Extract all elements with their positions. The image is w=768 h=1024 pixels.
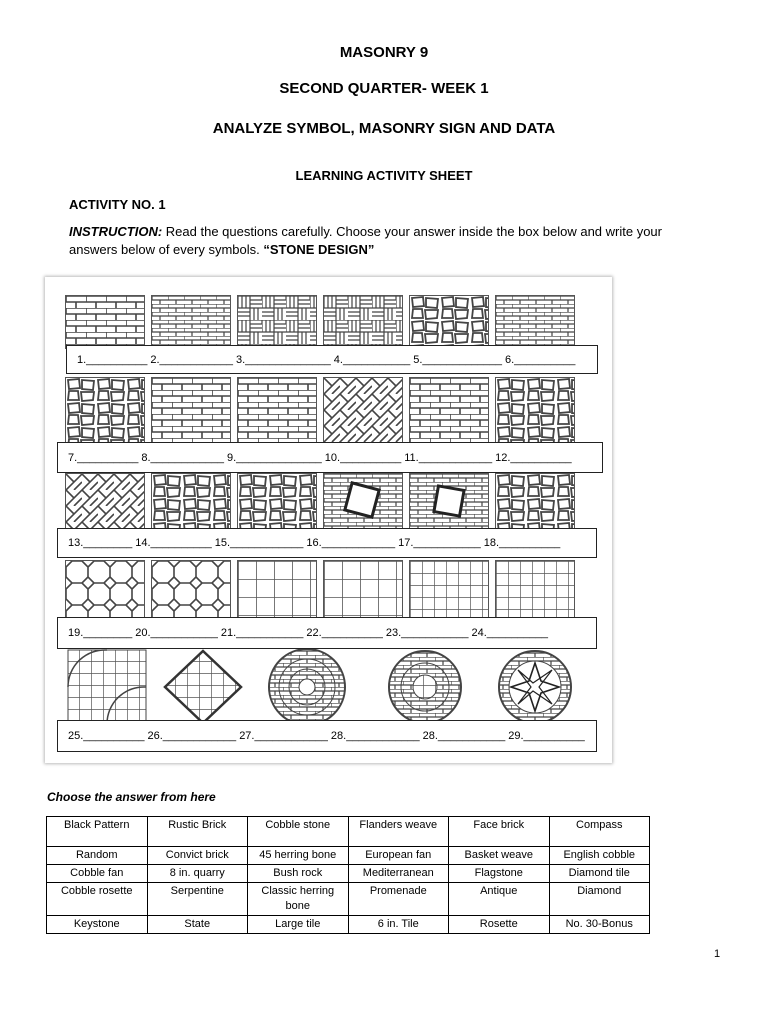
pattern-tile-12: [495, 377, 575, 445]
answer-blank[interactable]: 3.______________: [235, 353, 331, 366]
table-cell: Flagstone: [449, 865, 550, 883]
pattern-tile-8: [151, 377, 231, 445]
pattern-tile-13: [65, 473, 145, 535]
pattern-tile-3: [237, 295, 317, 349]
answer-blank[interactable]: 9.______________: [226, 451, 322, 464]
table-row: [47, 916, 650, 934]
pattern-tile-26: [163, 649, 243, 730]
answer-blank[interactable]: 5._____________: [413, 353, 502, 366]
table-cell: Large tile: [248, 916, 349, 934]
answer-blank[interactable]: 28.___________: [422, 730, 506, 742]
answer-row-4: [57, 617, 597, 649]
answer-blank[interactable]: 8.____________: [141, 451, 224, 464]
table-cell: Face brick: [449, 817, 550, 847]
answer-blank[interactable]: 6.__________: [504, 353, 576, 366]
pattern-tile-16: [323, 473, 403, 535]
table-row: [47, 865, 650, 883]
table-cell: Rosette: [449, 916, 550, 934]
answer-row-2: [57, 442, 603, 473]
table-cell: Black Pattern: [47, 817, 148, 847]
pattern-tile-5: [409, 295, 489, 349]
answer-blank[interactable]: 29.__________: [508, 730, 585, 742]
pattern-tile-17: [409, 473, 489, 535]
table-row: [47, 883, 650, 916]
answer-blank[interactable]: 27.____________: [239, 730, 328, 742]
table-cell: Serpentine: [147, 883, 248, 916]
instruction-label: INSTRUCTION:: [69, 224, 163, 239]
table-row: [47, 817, 650, 847]
pattern-tile-20: [151, 560, 231, 618]
table-cell: Flanders weave: [348, 817, 449, 847]
table-cell: Classic herring bone: [248, 883, 349, 916]
pattern-tile-10: [323, 377, 403, 445]
pattern-tile-4: [323, 295, 403, 349]
table-cell: 8 in. quarry: [147, 865, 248, 883]
instruction-text: Read the questions carefully. Choose your answer inside the box below and write your answers below of every symbols.: [69, 224, 662, 257]
table-row: [47, 847, 650, 865]
table-cell: Cobble rosette: [47, 883, 148, 916]
document-topic: ANALYZE SYMBOL, MASONRY SIGN AND DATA: [212, 120, 556, 137]
instruction-emphasis: “STONE DESIGN”: [263, 242, 375, 257]
answer-blank[interactable]: 22.__________: [306, 627, 383, 639]
document-subtitle: SECOND QUARTER- WEEK 1: [279, 80, 489, 97]
pattern-tile-6: [495, 295, 575, 349]
table-cell: Bush rock: [248, 865, 349, 883]
table-cell: Compass: [549, 817, 650, 847]
table-cell: No. 30-Bonus: [549, 916, 650, 934]
answer-blank[interactable]: 2.____________: [150, 353, 233, 366]
table-cell: Diamond tile: [549, 865, 650, 883]
table-cell: Cobble stone: [248, 817, 349, 847]
sheet-label: LEARNING ACTIVITY SHEET: [295, 168, 473, 183]
answer-row-1: [66, 345, 598, 374]
pattern-tile-7: [65, 377, 145, 445]
table-cell: Antique: [449, 883, 550, 916]
answer-blank[interactable]: 4.___________: [333, 353, 411, 366]
pattern-tile-24: [495, 560, 575, 618]
answer-blank[interactable]: 17.___________: [398, 537, 481, 549]
pattern-tile-21: [237, 560, 317, 618]
answer-blank[interactable]: 13.________: [68, 537, 133, 549]
answer-row-5: [57, 720, 597, 752]
pattern-tile-23: [409, 560, 489, 618]
choose-answer-label: Choose the answer from here: [47, 790, 216, 804]
stone-design-figure: [45, 277, 612, 763]
table-cell: State: [147, 916, 248, 934]
pattern-tile-25: [67, 649, 147, 730]
answer-blank[interactable]: 16.____________: [306, 537, 396, 549]
activity-label: ACTIVITY NO. 1: [69, 197, 166, 212]
page-number: 1: [714, 948, 721, 960]
answer-blank[interactable]: 1.__________: [77, 353, 148, 366]
answer-blank[interactable]: 7.__________: [68, 451, 139, 464]
answer-blank[interactable]: 10.__________: [324, 451, 402, 464]
pattern-tile-28: [387, 649, 463, 730]
answer-choices-table: [46, 816, 650, 934]
pattern-tile-29: [495, 649, 575, 730]
answer-blank[interactable]: 25.__________: [68, 730, 145, 742]
answer-blank[interactable]: 19.________: [68, 627, 133, 639]
pattern-tile-22: [323, 560, 403, 618]
table-cell: Basket weave: [449, 847, 550, 865]
document-title: MASONRY 9: [339, 44, 429, 61]
answer-blank[interactable]: 23.___________: [385, 627, 469, 639]
answer-blank[interactable]: 24.__________: [471, 627, 548, 639]
pattern-tile-15: [237, 473, 317, 535]
answer-blank[interactable]: 11.____________: [404, 451, 493, 464]
answer-blank[interactable]: 15.____________: [214, 537, 304, 549]
pattern-tile-1: [65, 295, 145, 349]
table-cell: Promenade: [348, 883, 449, 916]
table-cell: Mediterranean: [348, 865, 449, 883]
answer-blank[interactable]: 12.__________: [495, 451, 572, 464]
pattern-tile-9: [237, 377, 317, 445]
pattern-tile-14: [151, 473, 231, 535]
table-cell: 6 in. Tile: [348, 916, 449, 934]
table-cell: Convict brick: [147, 847, 248, 865]
answer-blank[interactable]: 28.____________: [330, 730, 420, 742]
table-cell: Random: [47, 847, 148, 865]
table-cell: English cobble: [549, 847, 650, 865]
answer-blank[interactable]: 14.__________: [135, 537, 212, 549]
pattern-tile-18: [495, 473, 575, 535]
pattern-tile-2: [151, 295, 231, 349]
table-cell: European fan: [348, 847, 449, 865]
instruction-paragraph: [69, 223, 709, 259]
pattern-tile-19: [65, 560, 145, 618]
table-cell: Cobble fan: [47, 865, 148, 883]
answer-blank[interactable]: 20.___________: [135, 627, 218, 639]
answer-row-3: [57, 528, 597, 558]
pattern-tile-11: [409, 377, 489, 445]
table-cell: Keystone: [47, 916, 148, 934]
answer-blank[interactable]: 18.__________: [483, 537, 561, 549]
answer-blank[interactable]: 26.____________: [147, 730, 237, 742]
table-cell: Rustic Brick: [147, 817, 248, 847]
table-cell: 45 herring bone: [248, 847, 349, 865]
table-cell: Diamond: [549, 883, 650, 916]
answer-blank[interactable]: 21.___________: [220, 627, 304, 639]
